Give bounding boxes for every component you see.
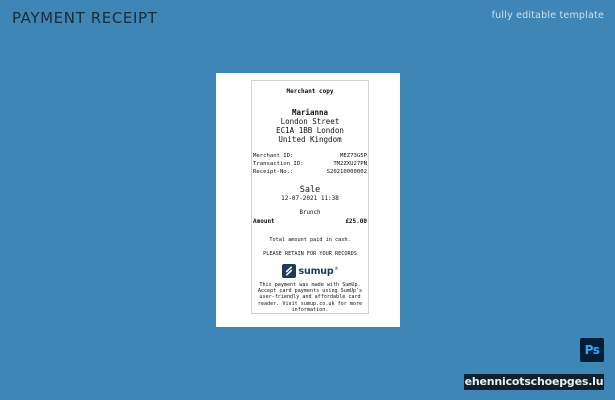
sumup-logo-icon	[282, 264, 296, 278]
sumup-logo-text: sumup	[298, 265, 334, 277]
receipt-number-label: Receipt-No.:	[253, 169, 294, 175]
sale-title: Sale	[299, 185, 321, 195]
site-watermark[interactable]: ehennicotschoepges.lu	[464, 375, 604, 388]
photoshop-icon: Ps	[580, 338, 604, 362]
merchant-country: United Kingdom	[278, 135, 342, 144]
transaction-id-row	[253, 160, 367, 168]
merchant-id-value: MEZ73G5P	[340, 153, 367, 159]
receipt-header: Merchant copy	[286, 88, 334, 95]
transaction-id-label: Transaction ID:	[253, 161, 304, 167]
receipt-ids	[252, 152, 368, 176]
merchant-street: London Street	[280, 117, 340, 126]
sumup-logo	[252, 264, 368, 278]
sale-datetime: 12-07-2021 11:38	[281, 195, 339, 202]
page-tagline: fully editable template	[491, 10, 604, 21]
retain-note: PLEASE RETAIN FOR YOUR RECORDS	[263, 251, 357, 257]
transaction-id-value: TM2ZXU27PN	[333, 161, 367, 167]
cash-note: Total amount paid in cash.	[269, 237, 351, 243]
merchant-id-row	[253, 152, 367, 160]
merchant-address	[252, 108, 368, 144]
amount-row	[252, 218, 368, 226]
sale-item: Brunch	[299, 210, 321, 216]
receipt-paper	[251, 80, 369, 314]
receipt-number-value: S20210000002	[326, 169, 367, 175]
receipt-number-row	[253, 168, 367, 176]
amount-value: £25.00	[345, 218, 367, 225]
page-title: PAYMENT RECEIPT	[12, 9, 158, 27]
merchant-postcode-city: EC1A 1BB London	[276, 126, 344, 135]
sumup-registered-mark: ®	[334, 266, 339, 271]
receipt-footer: This payment was made with SumUp. Accept card payments using SumUp's user-friendly and affordable card reader. Visit sumup.co.uk for more information.	[257, 282, 363, 313]
merchant-id-label: Merchant ID:	[253, 153, 294, 159]
merchant-name: Marianna	[291, 108, 329, 117]
amount-label: Amount	[253, 218, 275, 225]
